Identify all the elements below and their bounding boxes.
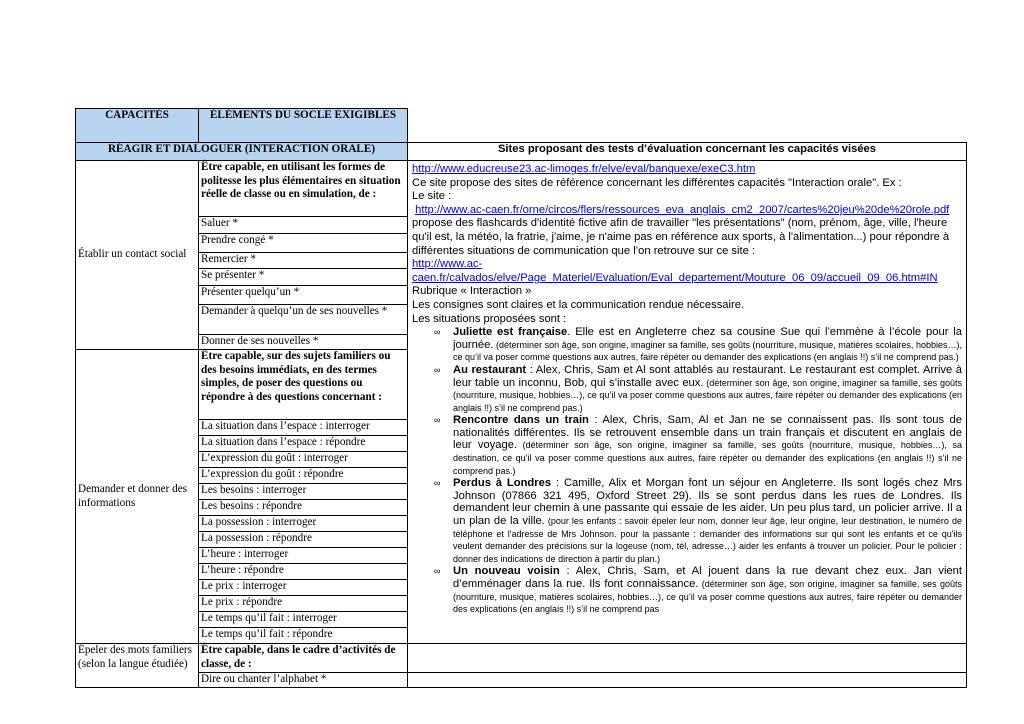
site-link-calvados[interactable]: http://www.ac-caen.fr/calvados/elve/Page_Materiel/Evaluation/Eval_departement/Mouture_06_09/accueil_09_06.htm#IN (412, 258, 938, 284)
element-item: Le prix : répondre (199, 596, 408, 612)
situation-item: ∞ Juliette est française. Elle est en Angleterre chez sa cousine Sue qui l’emmène à l’école pour la journée. (déterminer son âge, son origine, imaginer sa famille, ses goûts (nourriture, musique, matières scolaires, hobbies…), ce qu’il va poser comme questions aux autres, faire répéter ou demander des explications (en anglais !!) s’il ne comprend pas.) (434, 326, 963, 363)
sites-text-2: Le site : (412, 190, 452, 203)
site-link-educreuse[interactable]: http://www.educreuse23.ac-limoges.fr/elve/eval/banquexe/exeC3.htm (412, 163, 756, 175)
sites-text-6: Les situations proposées sont : (412, 312, 567, 325)
sites-text-4: Rubrique « Interaction » (412, 285, 532, 298)
capacity-contact-social: Établir un contact social (76, 161, 199, 350)
element-item: Demander à quelqu’un de ses nouvelles * (199, 305, 408, 335)
capacity-demander-informations: Demander et donner des informations (76, 350, 199, 644)
element-item: L’heure : répondre (199, 564, 408, 580)
sites-text-1: Ce site propose des sites de référence concernant les différentes capacités "Interaction orale". Ex : (412, 176, 902, 189)
infinity-bullet-icon: ∞ (434, 566, 441, 577)
element-item: Dire ou chanter l’alphabet * (199, 673, 408, 688)
element-item: Le prix : interroger (199, 580, 408, 596)
infinity-bullet-icon: ∞ (434, 478, 441, 489)
element-item: Les besoins : interroger (199, 484, 408, 500)
element-item: Prendre congé * (199, 234, 408, 253)
situation-item: ∞ Perdus à Londres : Camille, Alix et Morgan font un séjour en Angleterre. Ils sont logés chez Mrs Johnson (07866 321 495, Oxford Street 29). Ils se sont perdus dans les rues de Londres. Ils demandent leur chemin à une passante qui essaie de les aider. Un peu plus tard, un policier arrive. Il a un plan de la ville. (pour les enfants : savoir épeler leur nom, donner leur âge, leur origine, leur destination, le numéro de téléphone et l'adresse de Mrs Johnson. pour la passante : demander des informations sur qui sont les enfants et ce qu'ils veulent demander des précisions sur la logeuse (nom, tél, adresse…) aider les enfants à trouver un policier. Pour le policier : donner des indications de direction à partir du plan.) (434, 477, 962, 564)
infinity-bullet-icon: ∞ (434, 415, 441, 426)
section-title: RÉAGIR ET DIALOGUER (INTERACTION ORALE) (76, 143, 408, 161)
element-item: La situation dans l’espace : interroger (199, 420, 408, 436)
element-item: Donner de ses nouvelles * (199, 335, 408, 350)
empty-sites-cell (408, 644, 967, 673)
sites-content (408, 161, 967, 644)
sites-title: Sites proposant des tests d’évaluation concernant les capacités visées (408, 143, 967, 161)
infinity-bullet-icon: ∞ (434, 364, 441, 375)
sites-text-3: propose des flashcards d'identité fictive afin de travailler "les présentations" (nom, prénom, âge, ville, l'heure qu'il est, la météo, la fratrie, j'aime, je n'aime pas en référence aux sports, à l'alimentation...) pour répondre à différentes situations de communication que l’on retrouve sur ce site : (412, 217, 950, 257)
infinity-bullet-icon: ∞ (434, 327, 441, 338)
group2-intro: Être capable, sur des sujets familiers ou des besoins immédiats, en des termes simples, de poser des questions ou répondre à des questions concernant : (199, 350, 408, 420)
element-item: Saluer * (199, 217, 408, 234)
group3-intro: Être capable, dans le cadre d’activités de classe, de : (199, 644, 408, 673)
element-item: La possession : répondre (199, 532, 408, 548)
element-item: Se présenter * (199, 269, 408, 286)
element-item: L’expression du goût : répondre (199, 468, 408, 484)
element-item: Le temps qu’il fait : répondre (199, 628, 408, 644)
sites-text-5: Les consignes sont claires et la communication rendue nécessaire. (412, 298, 745, 311)
header-capacites: CAPACITÉS (76, 109, 199, 143)
group1-intro: Être capable, en utilisant les formes de politesse les plus élémentaires en situation réelle de classe ou en simulation, de : (199, 161, 408, 217)
empty-header-cell (408, 109, 967, 143)
evaluation-table (75, 108, 967, 688)
element-item: La situation dans l’espace : répondre (199, 436, 408, 452)
header-elements-socle: ÉLÉMENTS DU SOCLE EXIGIBLES (199, 109, 408, 143)
element-item: Remercier * (199, 253, 408, 269)
situations-list (412, 326, 962, 616)
element-item: Les besoins : répondre (199, 500, 408, 516)
situation-item: ∞ Au restaurant : Alex, Chris, Sam et Al sont attablés au restaurant. Le restaurant est complet. Arrive à leur table un inconnu, Bob, qui s’installe avec eux. (déterminer son âge, son origine, imaginer sa famille, ses goûts (nourriture, musique, hobbies…), ce qu’il va poser comme questions aux autres, faire répéter ou demander des explications (en anglais !!) s’il ne comprend pas.) (434, 363, 962, 413)
situation-item: ∞ Rencontre dans un train : Alex, Chris, Sam, Al et Jan ne se connaissent pas. Ils sont tous de nationalités différentes. Ils se retrouvent ensemble dans un train français et discutent en anglais de leur voyage. (déterminer son âge, son origine, imaginer sa famille, ses goûts (nourriture, musique, hobbies…), sa destination, ce qu’il va poser comme questions aux autres, faire répéter ou demander des explications (en anglais !!) s’il ne comprend pas.) (434, 414, 962, 476)
element-item: Présenter quelqu’un * (199, 286, 408, 305)
element-item: L’expression du goût : interroger (199, 452, 408, 468)
empty-sites-cell (408, 673, 967, 688)
site-link-orne[interactable]: http://www.ac-caen.fr/orne/circos/flers/ressources_eva_anglais_cm2_2007/cartes%20jeu%20de%20role.pdf (415, 203, 950, 216)
element-item: L’heure : interroger (199, 548, 408, 564)
capacity-epeler-mots: Épeler des mots familiers (selon la langue étudiée) (76, 644, 199, 688)
element-item: La possession : interroger (199, 516, 408, 532)
situation-item: ∞ Un nouveau voisin : Alex, Chris, Sam, et Al jouent dans la rue devant chez eux. Jan vient d’emménager dans la rue. Ils font connaissance. (déterminer son âge, son origine, imaginer sa famille, ses goûts (nourriture, musique, matières scolaires, hobbies…), ce qu’il va poser comme questions aux autres, faire répéter ou demander des explications (en anglais !!) s’il ne comprend pas (434, 565, 962, 615)
element-item: Le temps qu’il fait : interroger (199, 612, 408, 628)
